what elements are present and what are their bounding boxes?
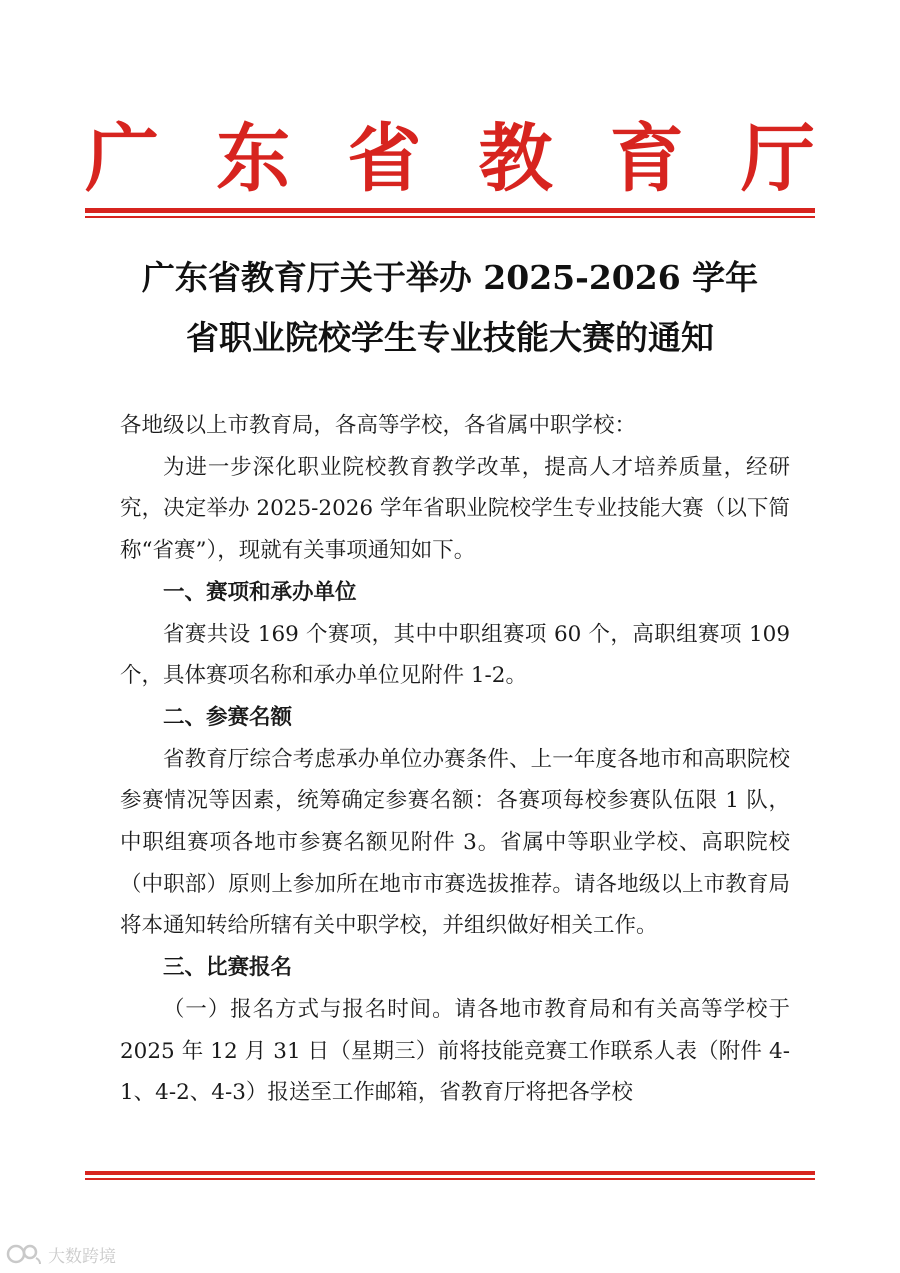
masthead-char: 教 (478, 116, 553, 202)
section-heading: 一、赛项和承办单位 (163, 579, 357, 605)
watermark-logo-icon (6, 1242, 42, 1266)
document-body (120, 405, 790, 1114)
salutation: 各地级以上市教育局，各高等学校，各省属中职学校： (120, 413, 637, 438)
masthead-char: 东 (216, 116, 291, 202)
document-title-line-1: 广东省教育厅关于举办 2025-2026 学年 (141, 258, 759, 297)
masthead-char: 厅 (740, 116, 815, 202)
footer-rule-thick (85, 1171, 815, 1175)
watermark-text: 大数跨境 (48, 1246, 116, 1267)
header-rule-thin (85, 216, 815, 218)
document-title-line-2: 省职业院校学生专业技能大赛的通知 (186, 318, 714, 357)
section-heading: 二、参赛名额 (163, 704, 293, 730)
header-rule-thick (85, 208, 815, 213)
intro-paragraph: 为进一步深化职业院校教育教学改革，提高人才培养质量，经研究，决定举办 2025-2026 学年省职业院校学生专业技能大赛（以下简称“省赛”），现就有关事项通知如下。 (120, 454, 790, 564)
masthead-char: 育 (609, 116, 684, 202)
section-paragraph: 省教育厅综合考虑承办单位办赛条件、上一年度各地市和高职院校参赛情况等因素，统筹确定参赛名额：各赛项每校参赛队伍限 1 队，中职组赛项各地市参赛名额见附件 3。省属中等职业学校、高职院校（中职部）原则上参加所在地市市赛选拔推荐。请各地级以上市教育局将本通知转给所辖有关中职学校，并组织做好相关工作。 (120, 746, 790, 939)
footer-rule-thin (85, 1178, 815, 1180)
section-heading: 三、比赛报名 (163, 955, 293, 981)
masthead-char: 广 (85, 116, 159, 202)
masthead-char: 省 (347, 116, 422, 202)
section-paragraph: （一）报名方式与报名时间。请各地市教育局和有关高等学校于 2025 年 12 月 31 日（星期三）前将技能竞赛工作联系人表（附件 4-1、4-2、4-3）报送至工作邮箱，省教育厅将把各学校 (120, 996, 790, 1106)
masthead (85, 118, 815, 200)
section-paragraph: 省赛共设 169 个赛项，其中中职组赛项 60 个，高职组赛项 109 个，具体赛项名称和承办单位见附件 1-2。 (120, 621, 790, 689)
watermark (6, 1240, 116, 1268)
